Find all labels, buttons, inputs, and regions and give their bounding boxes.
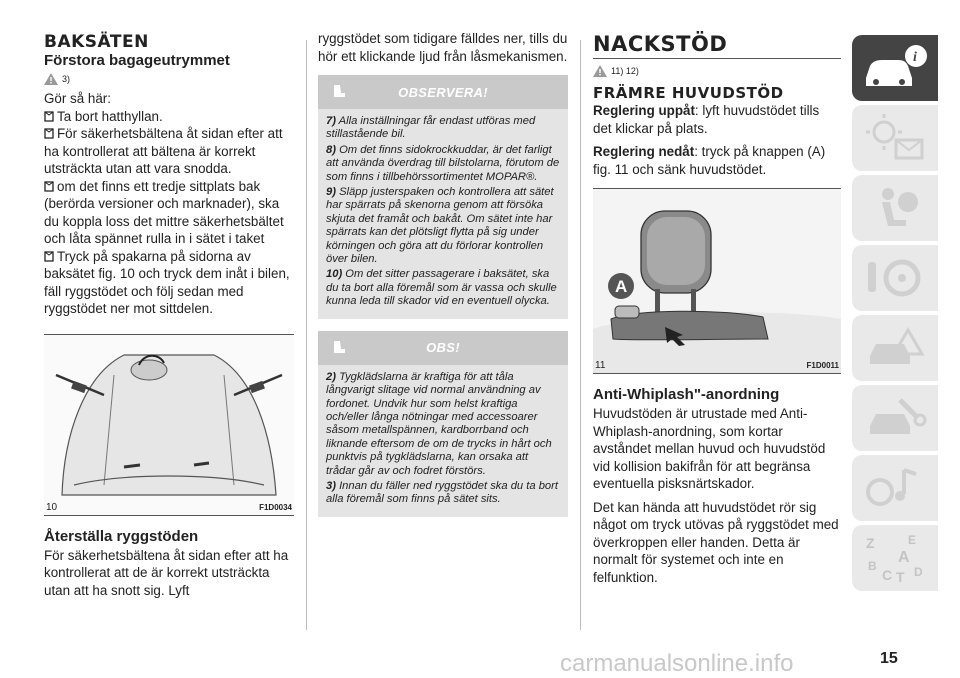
car-info-icon	[860, 40, 930, 96]
svg-text:C: C	[882, 567, 893, 583]
whiplash-heading: Anti-Whiplash"-anordning	[593, 386, 780, 403]
seat-warning-icon	[330, 83, 346, 99]
figure-code: F1D0011	[806, 361, 839, 370]
headrest-illustration	[593, 189, 841, 373]
tab-steering-key[interactable]	[852, 245, 938, 311]
column-left	[44, 32, 294, 599]
warning-note: 8) Om det finns sidokrockkuddar, är det farligt att använda överdrag till bilstolarna, förutom de som finns i tillbehörssortimentet MOPAR®.	[326, 143, 560, 183]
step-item: För säkerhetsbältena åt sidan efter att ha kontrollerat att bältena är korrekt utsträckta utan att vara snodda.	[44, 126, 283, 176]
section-heading: BAKSÄTEN	[44, 32, 149, 52]
svg-text:i: i	[913, 50, 917, 65]
index-letters-icon	[860, 530, 930, 586]
service-wrench-icon	[860, 390, 930, 446]
intro-text: Gör så här:	[44, 91, 111, 106]
figure-number: 11	[595, 360, 606, 371]
whiplash-paragraph: Det kan hända att huvudstödet rör sig något om tryck utövas på ryggstödet med överkroppen eller handen. Detta är normalt för systemet och inte en felfunktion.	[593, 499, 839, 585]
tab-service[interactable]	[852, 385, 938, 451]
svg-text:E: E	[908, 533, 917, 547]
callout-A: A	[615, 277, 628, 296]
warning-note: 9) Släpp justerspaken och kontrollera att sätet har spärrats på skenorna genom att försöka skjuta det framåt och bakåt. Om sätet inte har spärrats kan det plötsligt flytta på sig under körningen och göra att du förlorar kontrollen över bilen.	[326, 186, 554, 266]
page-number: 15	[880, 650, 898, 667]
warning-triangle-icon	[593, 65, 607, 77]
column-middle	[318, 30, 568, 517]
rear-seat-illustration	[44, 335, 294, 515]
tab-airbag-seat[interactable]	[852, 175, 938, 241]
note-box-header	[318, 331, 568, 365]
warning-reference: 11) 12)	[593, 65, 639, 77]
continued-text: ryggstödet som tidigare fälldes ner, tills du hör ett klickande ljud från låsmekanismen.	[318, 31, 568, 64]
step-item: Ta bort hatthyllan.	[44, 108, 294, 126]
svg-text:B: B	[868, 559, 877, 573]
figure-number: 10	[46, 501, 58, 513]
svg-text:Z: Z	[866, 535, 875, 551]
warning-box-title: OBSERVERA!	[398, 84, 488, 100]
note-item: 3) Innan du fäller ned ryggstödet ska du ta bort alla föremål som finns på sätet sits.	[326, 479, 558, 506]
warning-box-body	[318, 109, 568, 319]
warning-triangle-icon	[44, 73, 58, 85]
tab-music-nav[interactable]	[852, 455, 938, 521]
note-box-body	[318, 365, 568, 517]
airbag-seat-icon	[860, 180, 930, 236]
column-right	[593, 32, 841, 586]
bullet-icon	[44, 111, 54, 122]
warning-note: 7) Alla inställningar får endast utföras med stillastående bil.	[326, 115, 536, 141]
column-divider	[580, 40, 581, 630]
section-heading: NACKSTÖD	[593, 32, 841, 59]
bullet-icon	[44, 251, 54, 262]
chapter-tabs	[852, 35, 938, 595]
svg-text:T: T	[896, 569, 905, 585]
subheading: Förstora bagageutrymmet	[44, 52, 230, 69]
step-item: om det finns ett tredje sittplats bak (berörda versioner och marknader), ska du koppla loss det mittre säkerhetsbältet och låta spännet rulla in i sätet i taket	[44, 178, 284, 246]
tab-car-info[interactable]	[852, 35, 938, 101]
subsection-heading: FRÄMRE HUVUDSTÖD	[593, 84, 784, 102]
note-item: 2) Tygklädslarna är kraftiga för att tåla långvarigt slitage vid normal användning av fordonet. Undvik hur som helst kraftiga och/eller långa nötningar med accessoarer såsom metallspännen, kardborrband och liknande eftersom de om de trycks in hårt och punktvis på tygklädslarna, kan orsaka att trådar går av och fodret förstörs.	[326, 370, 552, 477]
bullet-icon	[44, 128, 54, 139]
svg-text:A: A	[898, 549, 910, 566]
watermark: carmanualsonline.info	[560, 650, 794, 677]
steering-key-icon	[860, 250, 930, 306]
music-nav-icon	[860, 460, 930, 516]
tab-index[interactable]	[852, 525, 938, 591]
restore-text: För säkerhetsbältena åt sidan efter att ha kontrollerat att de är korrekt utsträckta utan att ha snott sig. Lyft	[44, 547, 289, 598]
note-box-title: OBS!	[426, 340, 460, 356]
figure-code: F1D0034	[259, 502, 292, 512]
note-box	[318, 331, 568, 517]
warning-box	[318, 75, 568, 319]
whiplash-paragraph: Huvudstöden är utrustade med Anti-Whiplash-anordning, som kortar avståndet mellan huvud och huvudstöd vid kollision bakifrån för att begränsa eventuella pisksnärtskador.	[593, 406, 826, 491]
breakdown-icon	[860, 320, 930, 376]
seat-note-icon	[330, 339, 346, 355]
warning-note: 10) Om det sitter passagerare i baksätet, ska du ta bort alla föremål som är vassa och skulle kunna leda till skador vid en eventuell olycka.	[326, 268, 557, 308]
svg-text:D: D	[914, 565, 923, 579]
adjust-down-text: Reglering nedåt: tryck på knappen (A) fig. 11 och sänk huvudstödet.	[593, 144, 826, 177]
warning-reference: 3)	[44, 73, 70, 85]
tab-warning-lights[interactable]	[852, 105, 938, 171]
warning-lights-icon	[860, 110, 930, 166]
figure-11	[593, 188, 841, 374]
tab-breakdown[interactable]	[852, 315, 938, 381]
adjust-up-text: Reglering uppåt: lyft huvudstödet tills det klickar på plats.	[593, 103, 820, 136]
warning-box-header	[318, 75, 568, 109]
bullet-icon	[44, 181, 54, 192]
restore-heading: Återställa ryggstöden	[44, 527, 199, 545]
figure-10	[44, 334, 294, 516]
column-divider	[306, 40, 307, 630]
step-item: Tryck på spakarna på sidorna av baksätet fig. 10 och tryck dem inåt i bilen, fäll ryggstödet och följ sedan med ryggstödet ner mot sittdelen.	[44, 248, 290, 316]
